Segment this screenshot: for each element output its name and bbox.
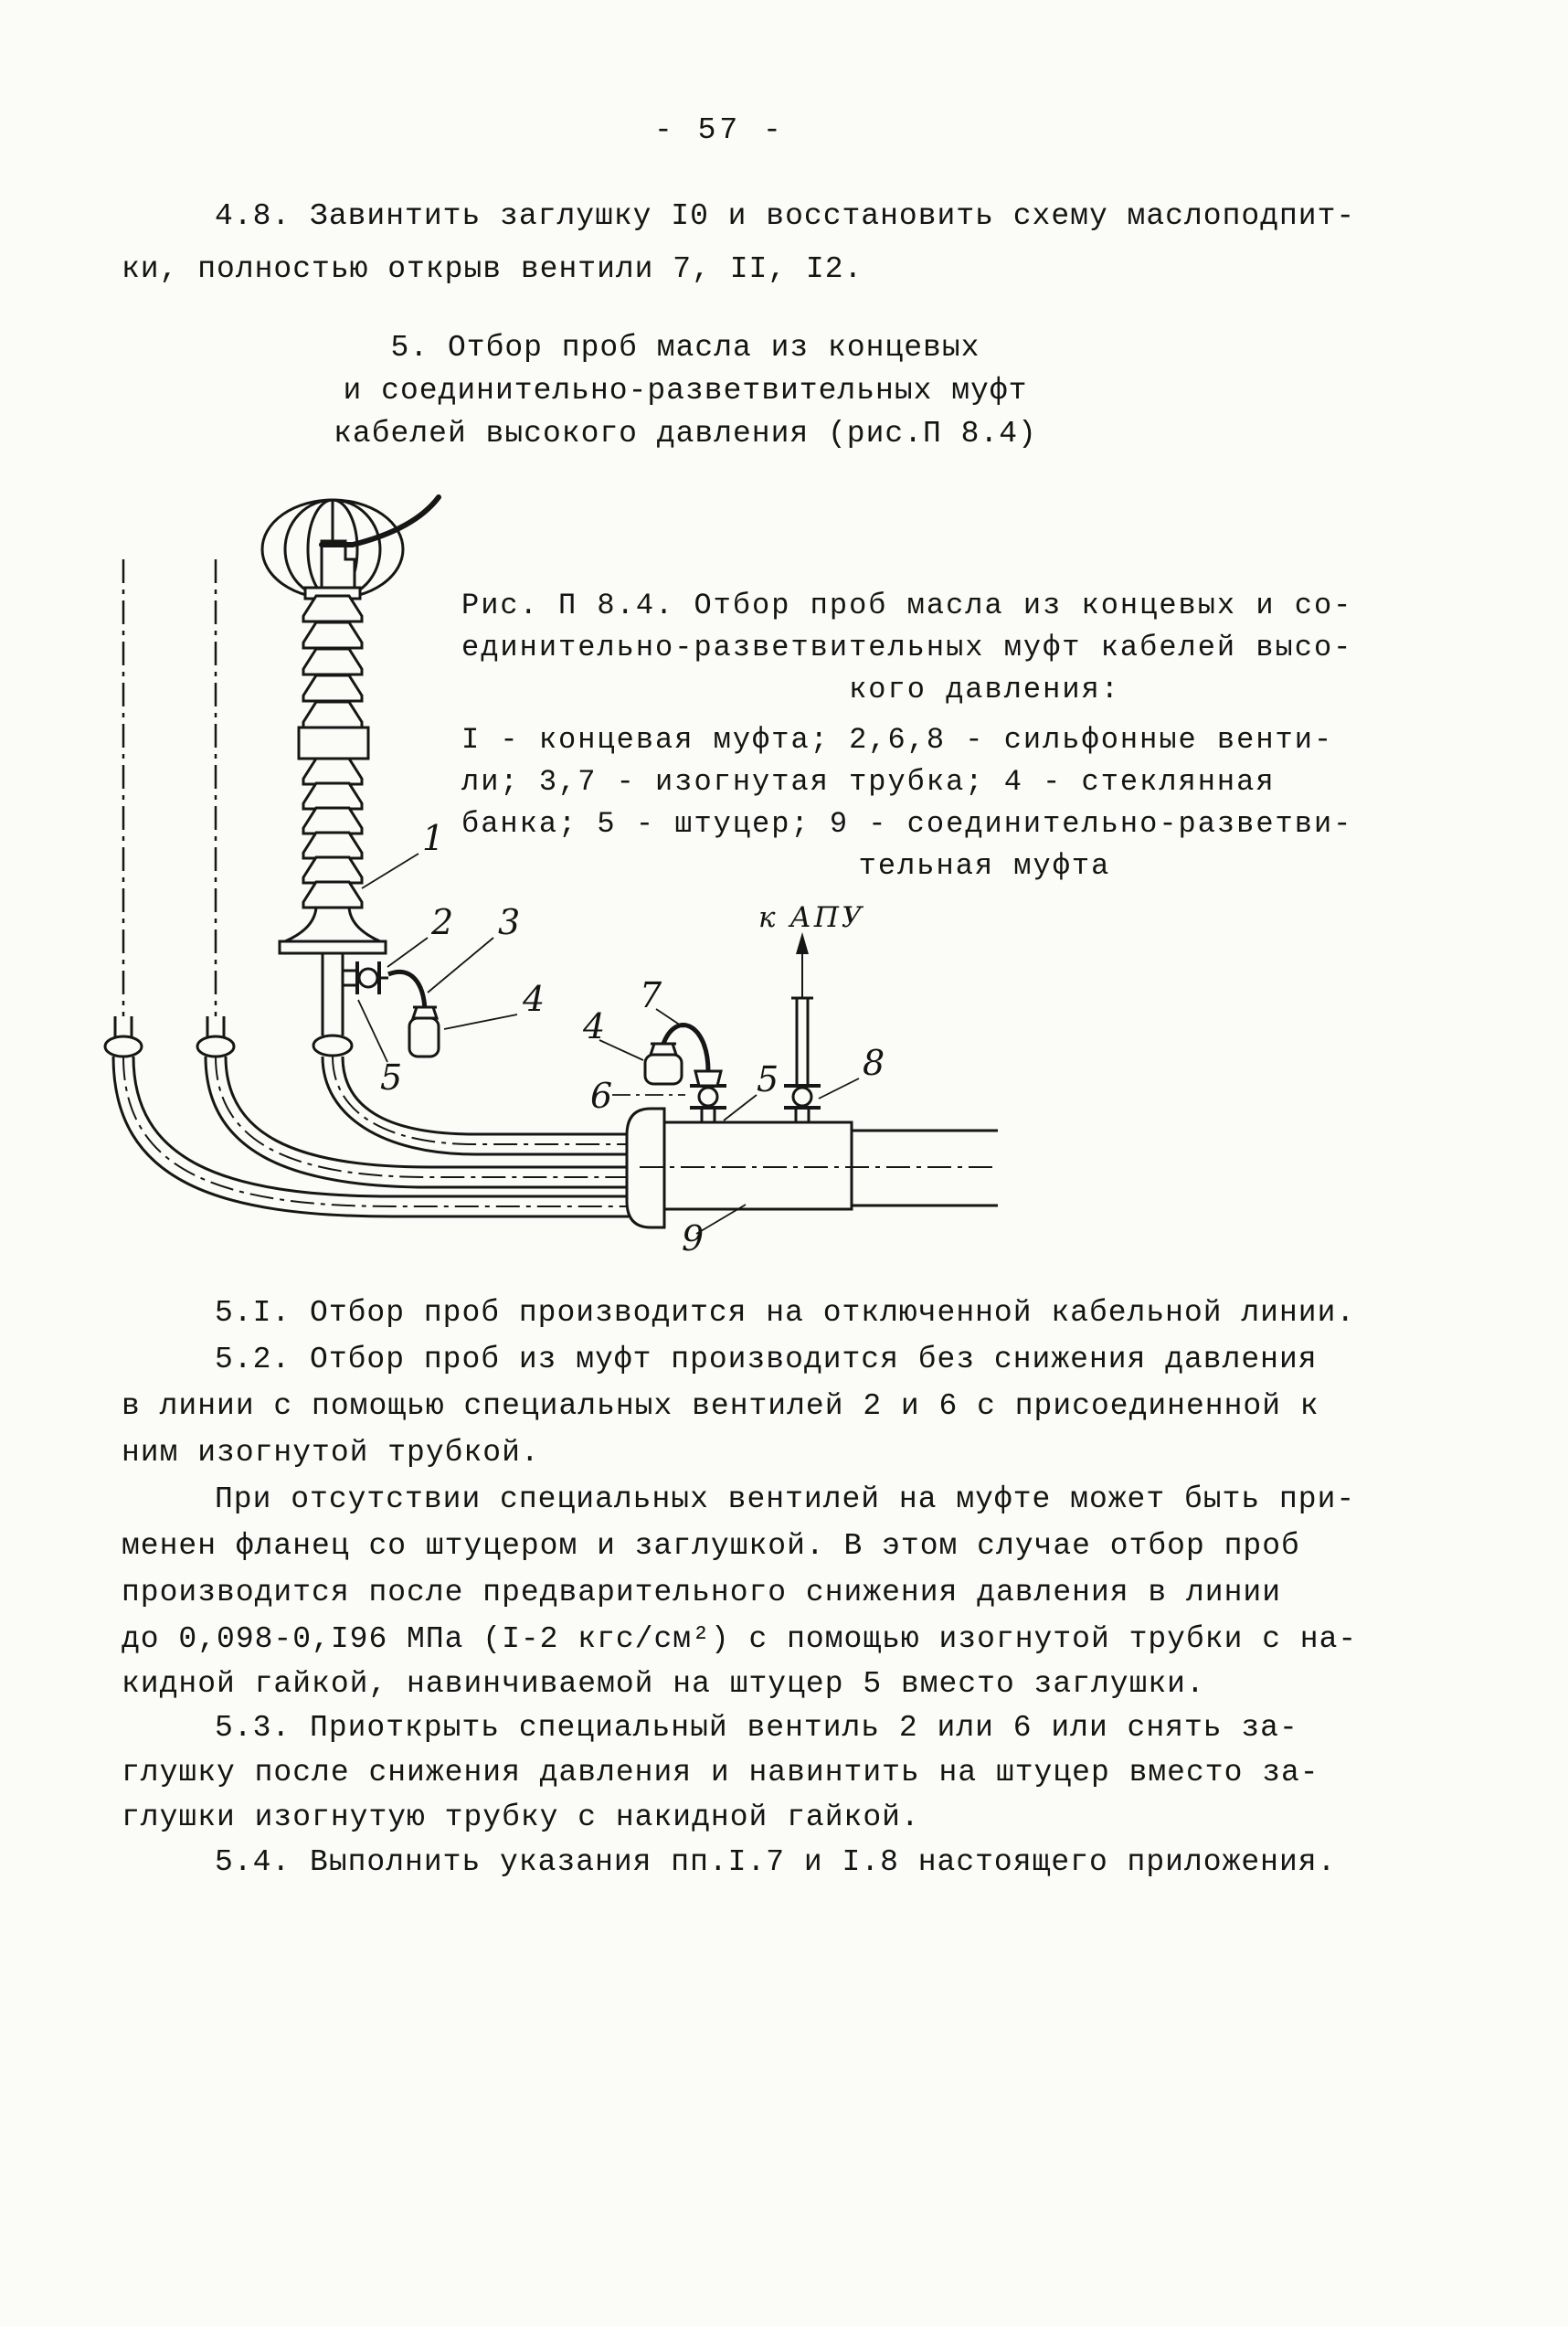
apu-arrow-icon [796, 932, 809, 954]
figure-label-9: 9 [682, 1218, 705, 1259]
valve-8 [784, 1086, 821, 1122]
body-line-5-1: 5.I. Отбор проб производится на отключенной кабельной линии. [215, 1296, 1356, 1330]
page-number: - 57 - [654, 113, 785, 147]
figure-label-5b: 5 [757, 1059, 779, 1099]
paragraph-4-8-text-1: 4.8. Завинтить заглушку I0 и восстановить схему маслоподпит- [215, 199, 1356, 233]
body-line-5-3c: глушки изогнутую трубку с накидной гайкой. [122, 1800, 920, 1834]
body-line-5-3a: 5.3. Приоткрыть специальный вентиль 2 или 6 или снять за- [215, 1711, 1298, 1745]
bent-tube-3 [388, 972, 425, 1011]
figure-legend-line-3: банка; 5 - штуцер; 9 - соединительно-разветви- [461, 807, 1353, 841]
section-5-heading [274, 331, 1097, 460]
cable-phase-c [323, 1057, 630, 1154]
figure-label-6: 6 [590, 1076, 613, 1116]
body-line-p2c: производится после предварительного снижения давления в линии [122, 1576, 1281, 1609]
sampling-valve-2 [344, 961, 388, 994]
glass-jar-4b [645, 1044, 682, 1084]
cable-conductor [322, 497, 439, 545]
figure-caption-line-1: Рис. П 8.4. Отбор проб масла из концевых и со- [461, 589, 1353, 622]
section-5-heading-line-1: 5. Отбор проб масла из концевых [390, 331, 980, 365]
cable-end-fittings [105, 1016, 234, 1057]
body-line-5-3b: глушку после снижения давления и навинтить на штуцер вместо за- [122, 1756, 1319, 1790]
body-line-5-2c: ним изогнутой трубкой. [122, 1436, 540, 1470]
cable-phase-a [113, 1057, 630, 1216]
section-5-heading-line-3: кабелей высокого давления (рис.П 8.4) [334, 417, 1037, 451]
paragraph-4-8-line [122, 252, 863, 287]
figure-legend-line-2: ли; 3,7 - изогнутая трубка; 4 - стеклянная [461, 765, 1276, 799]
body-line-5-2b: в линии с помощью специальных вентилей 2 и 6 с присоединенной к [122, 1389, 1319, 1423]
glass-jar-4a [409, 1007, 439, 1057]
figure-caption-line-2: единительно-разветвительных муфт кабелей высо- [461, 631, 1353, 664]
figure-label-3: 3 [498, 902, 521, 942]
figure-diagram [0, 475, 1060, 1298]
figure-legend-line-4: тельная муфта [858, 849, 1111, 883]
body-line-p2b: менен фланец со штуцером и заглушкой. В этом случае отбор проб [122, 1529, 1300, 1563]
figure-label-4a: 4 [523, 979, 546, 1019]
apu-label: к АПУ [758, 901, 865, 934]
figure-legend-line-1: I - концевая муфта; 2,6,8 - сильфонные венти- [461, 723, 1334, 757]
figure-caption-line-3: кого давления: [849, 673, 1120, 706]
apu-pipe [791, 932, 813, 1086]
body-line-p2a: При отсутствии специальных вентилей на муфте может быть при- [215, 1482, 1356, 1516]
body-line-p2d: до 0,098-0,I96 МПа (I-2 кгс/см²) с помощью изогнутой трубки с на- [122, 1622, 1358, 1656]
body-line-p2e: кидной гайкой, навинчиваемой на штуцер 5 вместо заглушки. [122, 1667, 1205, 1701]
cable-phase-a-axis [123, 559, 216, 1016]
section-5-heading-line-2: и соединительно-разветвительных муфт [343, 374, 1028, 408]
figure-label-1: 1 [422, 818, 445, 858]
figure-label-5a: 5 [380, 1057, 403, 1098]
valve-6 [690, 1071, 726, 1122]
insulator-stack [299, 588, 368, 908]
body-line-5-4: 5.4. Выполнить указания пп.I.7 и I.8 настоящего приложения. [215, 1845, 1337, 1879]
conductor-stub [322, 541, 355, 588]
paragraph-4-8-text-2: ки, полностью открыв вентили 7, II, I2. [122, 252, 863, 286]
joint-muffle-9 [664, 1122, 852, 1209]
body-line-5-2a: 5.2. Отбор проб из муфт производится без снижения давления [215, 1343, 1318, 1376]
paragraph-4-8-line [122, 199, 1355, 234]
figure-label-2: 2 [431, 902, 454, 942]
figure-label-4b: 4 [583, 1006, 606, 1046]
figure-label-7: 7 [640, 975, 662, 1015]
figure-label-8: 8 [863, 1043, 885, 1083]
cable-phase-b [206, 1057, 630, 1187]
